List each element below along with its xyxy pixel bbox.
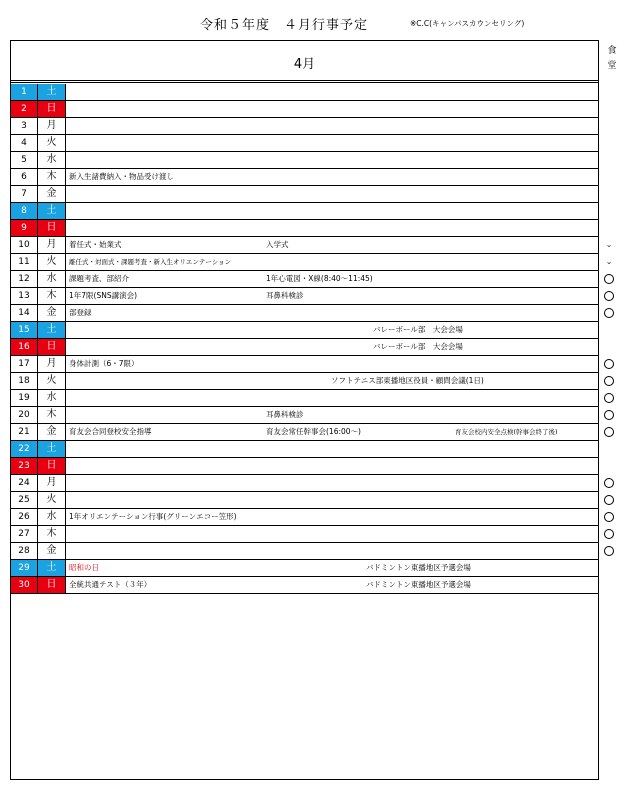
day-row xyxy=(11,543,598,560)
day-row xyxy=(11,237,598,254)
weekday: 土 xyxy=(38,441,66,457)
day-row xyxy=(11,322,598,339)
day-row xyxy=(11,577,598,594)
cafeteria-open-icon xyxy=(602,425,616,439)
day-row xyxy=(11,441,598,458)
weekday: 日 xyxy=(38,101,66,117)
day-number: 18 xyxy=(11,373,38,389)
day-number: 9 xyxy=(11,220,38,236)
event-text: 1年オリエンテーション行事(グリーンエコー笠形) xyxy=(69,512,237,521)
month-label: 4月 xyxy=(293,57,316,72)
weekday: 火 xyxy=(38,492,66,508)
day-row xyxy=(11,475,598,492)
weekday: 水 xyxy=(38,152,66,168)
day-number: 30 xyxy=(11,577,38,593)
event-text: 全統共通テスト（３年） xyxy=(69,580,152,589)
weekday: 火 xyxy=(38,254,66,270)
weekday: 日 xyxy=(38,220,66,236)
cafeteria-open-icon xyxy=(602,408,616,422)
event-text: バレーボール部 大会会場 xyxy=(373,325,463,334)
event-text: 入学式 xyxy=(266,240,289,249)
weekday: 土 xyxy=(38,84,66,100)
weekday: 日 xyxy=(38,577,66,593)
event-text: 1年7限(SNS講演会) xyxy=(69,291,138,300)
weekday: 土 xyxy=(38,560,66,576)
weekday: 木 xyxy=(38,169,66,185)
day-number: 6 xyxy=(11,169,38,185)
month-header xyxy=(11,41,598,83)
cafeteria-open-icon xyxy=(602,374,616,388)
day-row xyxy=(11,424,598,441)
event-text: バドミントン東播地区予選会場 xyxy=(366,580,471,589)
day-row xyxy=(11,305,598,322)
day-number: 1 xyxy=(11,84,38,100)
day-number: 5 xyxy=(11,152,38,168)
event-text: ソフトテニス部東播地区役員・顧問会議(1日) xyxy=(331,376,484,385)
event-text: 育友会合同登校安全指導 xyxy=(69,427,152,436)
cafeteria-open-icon xyxy=(602,527,616,541)
day-rows xyxy=(11,84,598,594)
weekday: 金 xyxy=(38,305,66,321)
cafeteria-label-2: 堂 xyxy=(607,61,617,71)
day-number: 16 xyxy=(11,339,38,355)
calendar-sheet xyxy=(10,40,599,780)
day-number: 20 xyxy=(11,407,38,423)
day-number: 12 xyxy=(11,271,38,287)
day-row xyxy=(11,271,598,288)
day-row xyxy=(11,152,598,169)
day-number: 25 xyxy=(11,492,38,508)
chevron-down-icon: ⌄ xyxy=(605,257,613,266)
weekday: 月 xyxy=(38,356,66,372)
day-number: 7 xyxy=(11,186,38,202)
day-number: 8 xyxy=(11,203,38,219)
day-number: 29 xyxy=(11,560,38,576)
day-row xyxy=(11,458,598,475)
cafeteria-open-icon xyxy=(602,510,616,524)
day-row xyxy=(11,186,598,203)
cafeteria-open-icon xyxy=(602,493,616,507)
weekday: 金 xyxy=(38,424,66,440)
day-number: 24 xyxy=(11,475,38,491)
page-title: 令和５年度 ４月行事予定 xyxy=(200,18,369,33)
day-number: 19 xyxy=(11,390,38,406)
day-row xyxy=(11,169,598,186)
event-text: 昭和の日 xyxy=(69,563,99,572)
day-number: 11 xyxy=(11,254,38,270)
event-text: 着任式・始業式 xyxy=(69,240,122,249)
day-row xyxy=(11,101,598,118)
day-row xyxy=(11,526,598,543)
weekday: 金 xyxy=(38,186,66,202)
cafeteria-open-icon xyxy=(602,544,616,558)
chevron-down-icon: ⌄ xyxy=(605,240,613,249)
day-row xyxy=(11,203,598,220)
weekday: 木 xyxy=(38,288,66,304)
day-row xyxy=(11,560,598,577)
event-text: 育友会校内安全点検(幹事会終了後) xyxy=(455,428,558,436)
day-row xyxy=(11,84,598,101)
day-number: 28 xyxy=(11,543,38,559)
day-row xyxy=(11,254,598,271)
day-row xyxy=(11,407,598,424)
day-number: 21 xyxy=(11,424,38,440)
event-text: バドミントン東播地区予選会場 xyxy=(366,563,471,572)
day-number: 26 xyxy=(11,509,38,525)
cafeteria-open-icon xyxy=(602,272,616,286)
cafeteria-open-icon xyxy=(602,357,616,371)
cafeteria-column-header xyxy=(604,44,620,74)
event-text: 育友会常任幹事会(16:00～) xyxy=(266,427,361,436)
weekday: 火 xyxy=(38,373,66,389)
day-number: 4 xyxy=(11,135,38,151)
day-row xyxy=(11,356,598,373)
cafeteria-open-icon xyxy=(602,306,616,320)
day-number: 22 xyxy=(11,441,38,457)
day-number: 15 xyxy=(11,322,38,338)
weekday: 火 xyxy=(38,135,66,151)
day-row xyxy=(11,492,598,509)
event-text: 課題考査、部紹介 xyxy=(69,274,129,283)
cafeteria-open-icon xyxy=(602,289,616,303)
event-text: バレーボール部 大会会場 xyxy=(373,342,463,351)
event-text: 耳鼻科検診 xyxy=(266,410,304,419)
title-bar xyxy=(0,14,627,36)
cafeteria-open-icon xyxy=(602,391,616,405)
cafeteria-label-1: 食 xyxy=(607,46,617,56)
event-text: 離任式・対面式・課題考査・新入生オリエンテーション xyxy=(69,258,232,266)
weekday: 水 xyxy=(38,271,66,287)
day-number: 10 xyxy=(11,237,38,253)
day-number: 23 xyxy=(11,458,38,474)
day-number: 3 xyxy=(11,118,38,134)
day-row xyxy=(11,509,598,526)
day-number: 13 xyxy=(11,288,38,304)
weekday: 水 xyxy=(38,390,66,406)
day-row xyxy=(11,373,598,390)
day-row xyxy=(11,135,598,152)
day-number: 2 xyxy=(11,101,38,117)
weekday: 木 xyxy=(38,526,66,542)
day-row xyxy=(11,118,598,135)
event-text: 身体計測（6・7限） xyxy=(69,359,139,368)
weekday: 土 xyxy=(38,322,66,338)
legend-note: ※C.C(キャンパスカウンセリング) xyxy=(410,19,525,28)
day-row xyxy=(11,390,598,407)
day-row xyxy=(11,220,598,237)
event-text: 新入生諸費納入・物品受け渡し xyxy=(69,172,174,181)
weekday: 水 xyxy=(38,509,66,525)
weekday: 月 xyxy=(38,237,66,253)
weekday: 月 xyxy=(38,475,66,491)
day-number: 17 xyxy=(11,356,38,372)
weekday: 木 xyxy=(38,407,66,423)
event-text: 耳鼻科検診 xyxy=(266,291,304,300)
weekday: 月 xyxy=(38,118,66,134)
event-text: 1年心電図・X線(8:40～11:45) xyxy=(266,274,373,283)
event-text: 部登録 xyxy=(69,308,92,317)
day-row xyxy=(11,339,598,356)
weekday: 日 xyxy=(38,339,66,355)
cafeteria-open-icon xyxy=(602,476,616,490)
weekday: 土 xyxy=(38,203,66,219)
weekday: 金 xyxy=(38,543,66,559)
day-row xyxy=(11,288,598,305)
weekday: 日 xyxy=(38,458,66,474)
day-number: 27 xyxy=(11,526,38,542)
day-number: 14 xyxy=(11,305,38,321)
